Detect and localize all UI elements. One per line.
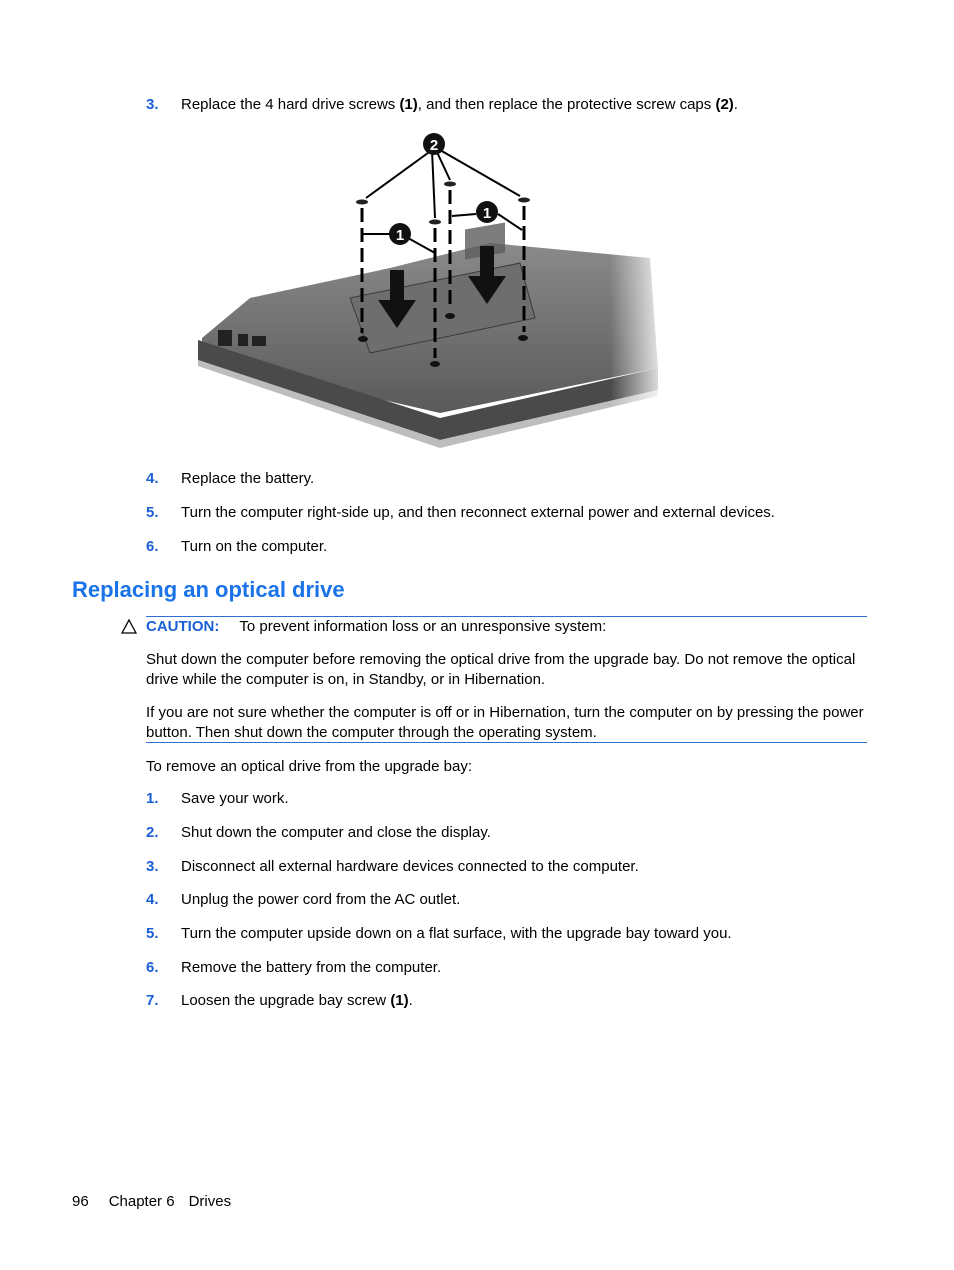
step-text-part: . bbox=[733, 96, 738, 113]
caution-bottom-rule bbox=[146, 742, 867, 743]
step-text: Shut down the computer and close the display. bbox=[181, 824, 491, 841]
hard-drive-screws-illustration bbox=[190, 128, 670, 450]
callout-ref-2: (2) bbox=[715, 96, 734, 113]
step-number: 5. bbox=[146, 504, 159, 521]
step-number: 7. bbox=[146, 992, 159, 1009]
step-text: Remove the battery from the computer. bbox=[181, 959, 442, 976]
callout-1 bbox=[389, 223, 411, 245]
page-footer bbox=[72, 1193, 231, 1211]
caution-label: CAUTION: bbox=[146, 618, 220, 635]
svg-text:2: 2 bbox=[429, 137, 439, 154]
step-text: Turn the computer right-side up, and then reconnect external power and external devices. bbox=[181, 504, 775, 521]
step-text bbox=[181, 96, 738, 114]
footer-title: Drives bbox=[188, 1193, 232, 1210]
removal-intro: To remove an optical drive from the upgrade bay: bbox=[146, 758, 473, 775]
callout-ref-1: (1) bbox=[390, 992, 409, 1009]
step-text-part: , and then replace the protective screw caps bbox=[417, 96, 716, 113]
caution-paragraph-1: Shut down the computer before removing the optical drive from the upgrade bay. Do not remove the optical drive while the computer is on, in Standby, or in Hibernation. bbox=[146, 651, 856, 688]
step-text: Disconnect all external hardware devices connected to the computer. bbox=[181, 858, 639, 875]
step-text: Replace the battery. bbox=[181, 470, 315, 487]
callout-ref-1: (1) bbox=[399, 96, 418, 113]
step-number: 6. bbox=[146, 959, 159, 976]
callout-2 bbox=[423, 133, 445, 155]
page-number: 96 bbox=[72, 1193, 89, 1210]
step-number: 3. bbox=[146, 858, 159, 875]
section-heading: Replacing an optical drive bbox=[72, 577, 345, 602]
svg-text:1: 1 bbox=[395, 227, 405, 244]
step-text: Turn the computer upside down on a flat surface, with the upgrade bay toward you. bbox=[181, 925, 732, 942]
port-icon bbox=[218, 330, 232, 346]
step-text bbox=[181, 992, 413, 1010]
step-text: Save your work. bbox=[181, 790, 289, 807]
caution-paragraph-2: If you are not sure whether the computer is off or in Hibernation, turn the computer on by pressing the power button. Then shut down the computer through the operating system. bbox=[146, 704, 864, 741]
step-text-part: Loosen the upgrade bay screw bbox=[181, 992, 391, 1009]
caution-triangle-icon bbox=[121, 619, 137, 634]
step-text-part: . bbox=[408, 992, 413, 1009]
port-icon bbox=[252, 336, 266, 346]
caution-text: To prevent information loss or an unresponsive system: bbox=[239, 618, 607, 635]
step-number: 2. bbox=[146, 824, 159, 841]
step-text-part: Replace the 4 hard drive screws bbox=[181, 96, 400, 113]
step-text: Turn on the computer. bbox=[181, 538, 328, 555]
port-icon bbox=[238, 334, 248, 346]
step-number: 4. bbox=[146, 891, 159, 908]
footer-chapter: Chapter 6 bbox=[108, 1193, 175, 1210]
step-number: 1. bbox=[146, 790, 159, 807]
step-number: 4. bbox=[146, 470, 159, 487]
svg-text:1: 1 bbox=[482, 205, 492, 222]
step-text: Unplug the power cord from the AC outlet. bbox=[181, 891, 461, 908]
step-number: 6. bbox=[146, 538, 159, 555]
caution-line bbox=[146, 617, 606, 637]
step-number: 5. bbox=[146, 925, 159, 942]
step-number: 3. bbox=[146, 96, 159, 113]
callout-1 bbox=[476, 201, 498, 223]
